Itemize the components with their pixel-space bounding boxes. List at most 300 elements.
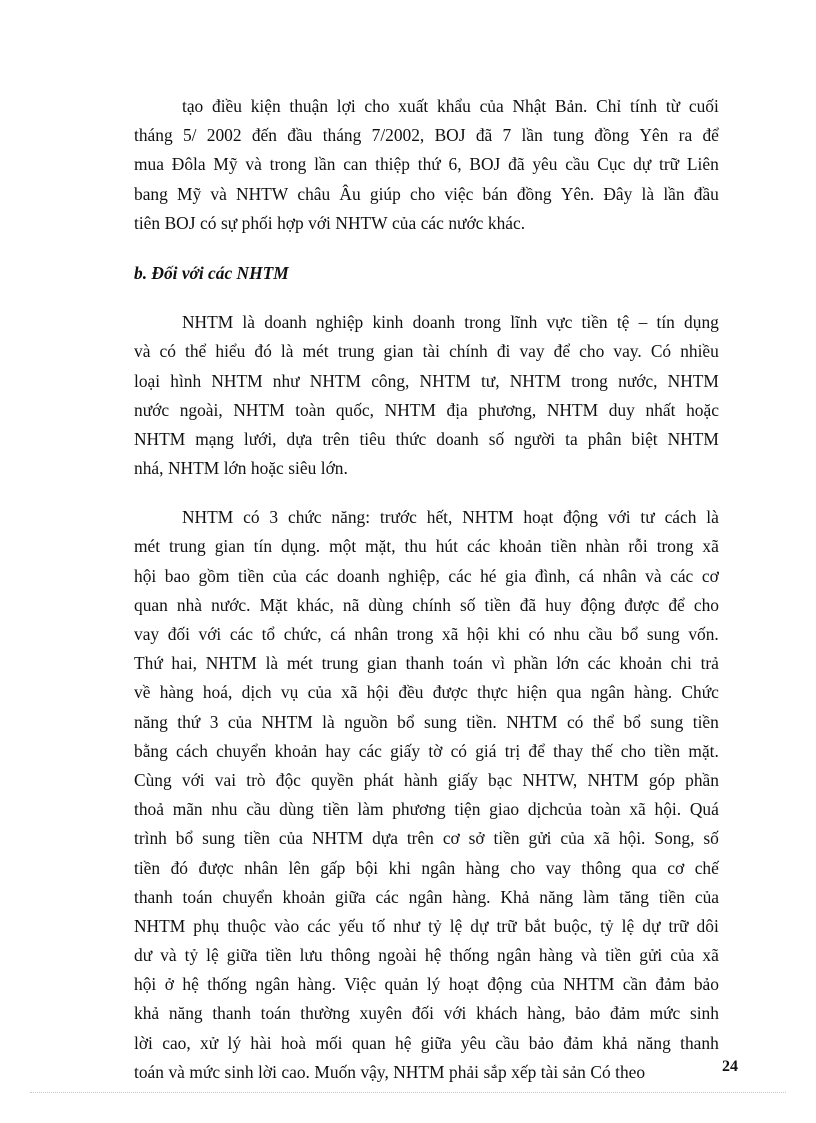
word: tiền — [605, 945, 632, 966]
word: mối — [315, 1032, 343, 1053]
word: tiền — [692, 711, 719, 732]
word: thông — [581, 857, 622, 878]
word: hàng — [159, 682, 194, 703]
document-page — [134, 92, 719, 1087]
word: Bản. — [555, 96, 588, 116]
word: khi — [388, 857, 411, 878]
word: cao. — [281, 1061, 310, 1082]
word: dựa — [372, 828, 398, 849]
word: yếu — [338, 915, 364, 936]
word: năng: — [331, 507, 371, 528]
text-line — [134, 209, 719, 238]
word: nhân — [244, 857, 278, 878]
word: NHTW — [335, 212, 388, 233]
word: hệ — [424, 945, 442, 966]
word: trị — [504, 740, 521, 761]
word: hệ — [182, 974, 199, 995]
word: đồng — [594, 125, 630, 146]
word: ngân — [408, 886, 443, 907]
word: các — [307, 915, 331, 936]
word: dùng — [368, 594, 404, 615]
word: NHTM — [384, 399, 436, 420]
word: siêu — [288, 458, 317, 479]
word: cầu — [246, 799, 271, 820]
word: xuyên — [359, 1003, 403, 1024]
word: lệ — [206, 945, 219, 966]
word: tiền — [654, 740, 681, 761]
word: đi — [496, 341, 511, 362]
word: 2002 — [206, 125, 242, 146]
text-line — [134, 562, 719, 591]
word: mét — [134, 536, 161, 557]
text-line — [134, 649, 719, 678]
word: thu — [404, 536, 427, 557]
word: năng — [636, 1032, 671, 1053]
text-line — [134, 503, 719, 532]
word: chế — [694, 857, 719, 878]
word: sung — [650, 711, 684, 732]
word: của — [479, 96, 504, 116]
word: khoản — [282, 886, 326, 907]
paragraph-boj-intervention — [134, 92, 719, 238]
word: khác. — [487, 212, 526, 233]
word: chính — [412, 594, 451, 615]
word: và — [168, 1061, 185, 1082]
word: cho — [364, 96, 390, 116]
word: của — [227, 711, 253, 732]
word: nhu — [211, 799, 238, 820]
word: doanh — [412, 312, 456, 333]
word: quyền — [311, 769, 354, 790]
word: với — [308, 212, 331, 233]
word: sở — [468, 828, 485, 849]
word: khi — [497, 624, 520, 644]
text-line — [134, 766, 719, 795]
word: nước. — [211, 594, 251, 615]
word: vực — [546, 312, 573, 333]
word: Nhật — [512, 96, 547, 116]
word: vai — [214, 769, 237, 790]
word: NHTM — [509, 370, 561, 391]
word: Mỹ — [177, 183, 202, 204]
word: trung — [169, 536, 206, 557]
text-line — [134, 678, 719, 707]
word: năng — [539, 886, 574, 907]
word: làm — [357, 799, 384, 820]
word: các — [358, 740, 382, 761]
word: lệ — [621, 915, 635, 936]
word: hoá, — [202, 682, 233, 703]
word: của — [694, 886, 719, 907]
word: quốc, — [335, 399, 374, 420]
word: là — [322, 711, 335, 732]
word: để — [528, 740, 545, 761]
word: tín — [253, 536, 273, 557]
word: Khả — [500, 886, 530, 907]
word: Chỉ — [596, 96, 622, 116]
word: cần — [622, 974, 647, 995]
word: nguồn — [344, 711, 388, 732]
word: của — [278, 828, 304, 849]
word: xếp — [511, 1061, 537, 1082]
word: của — [560, 828, 585, 849]
word: phát — [363, 769, 394, 790]
word: tiền — [237, 565, 265, 586]
word: quan — [351, 1032, 386, 1053]
word: ta — [565, 428, 578, 449]
word: 3 — [269, 507, 279, 528]
word: ngoài, — [179, 399, 223, 420]
word: thuộc — [227, 915, 267, 936]
word: sản — [562, 1061, 586, 1082]
word: bổ — [175, 828, 194, 849]
word: dự — [470, 915, 489, 936]
word: NHTM — [182, 507, 234, 528]
word: lần — [521, 125, 543, 146]
word: toán — [182, 886, 213, 907]
word: – — [638, 312, 648, 333]
word: thường — [300, 1003, 350, 1024]
word: và — [645, 565, 662, 586]
word: được — [198, 857, 234, 878]
word: bảo — [528, 1032, 554, 1053]
word: gia — [505, 565, 527, 586]
word: Có — [590, 1061, 611, 1082]
word: hội. — [654, 799, 682, 820]
word: NHTW — [236, 183, 289, 204]
word: trò — [246, 769, 266, 790]
word: kiện — [250, 96, 281, 116]
word: cho — [510, 857, 536, 878]
word: và — [134, 341, 151, 362]
word: có — [450, 740, 467, 761]
word: của — [307, 682, 332, 703]
word: với — [607, 507, 631, 528]
word: hoặc — [686, 399, 719, 420]
word: đó — [170, 857, 188, 878]
word: tháng — [322, 125, 362, 146]
word: bổ — [623, 711, 641, 732]
word: bang — [134, 183, 168, 204]
word: các — [466, 536, 491, 557]
word: mức — [189, 1061, 221, 1082]
word: NHTM — [182, 312, 234, 333]
word: yêu — [460, 1032, 486, 1053]
word: đối — [411, 1003, 434, 1024]
word: tổ — [261, 624, 276, 644]
word: NHTM — [211, 370, 263, 391]
word: duy — [608, 399, 635, 420]
word: NHTM — [134, 428, 186, 449]
text-line — [134, 795, 719, 824]
word: nhàn — [585, 536, 620, 557]
text-line — [134, 425, 719, 454]
word: hiện — [517, 682, 548, 703]
word: bổ — [397, 711, 415, 732]
word: NHTM — [667, 428, 719, 449]
word: Muốn — [314, 1061, 356, 1082]
word: hoạt — [523, 507, 554, 528]
word: Cùng — [134, 769, 172, 790]
word: các — [375, 886, 399, 907]
word: tài — [540, 1061, 559, 1082]
word: các — [305, 565, 329, 586]
word: gian — [383, 341, 414, 362]
word: biệt — [631, 428, 658, 449]
word: lớn — [556, 653, 579, 674]
word: mạng — [195, 428, 234, 449]
word: hoà — [280, 1032, 307, 1053]
word: cách — [176, 740, 208, 761]
word: hội — [134, 974, 157, 995]
word: sinh — [224, 1061, 254, 1082]
word: hội — [366, 682, 390, 703]
word: NHTM — [587, 769, 639, 790]
word: NHTW, — [522, 769, 578, 790]
word: khả — [134, 1003, 160, 1024]
word: mức — [649, 1003, 681, 1024]
word: tiền — [550, 536, 577, 557]
word: sung — [202, 828, 235, 849]
word: doanh — [264, 312, 307, 333]
word: lĩnh — [510, 312, 538, 333]
text-line — [134, 1058, 719, 1087]
word: Yên — [639, 125, 669, 146]
word: hiểu — [215, 341, 246, 362]
word: hàng. — [297, 974, 336, 995]
word: trong — [396, 624, 434, 644]
word: giao — [489, 799, 520, 820]
word: tiền. — [466, 711, 497, 732]
word: dụng. — [280, 536, 321, 557]
word: cá — [578, 565, 595, 586]
word: xã — [702, 536, 719, 557]
word: dịch — [241, 682, 272, 703]
word: lời — [134, 1032, 153, 1053]
word: chức — [287, 507, 322, 528]
word: tín — [656, 312, 675, 333]
word: 7/2002, — [371, 125, 425, 146]
word: gấp — [320, 857, 346, 878]
word: lên — [288, 857, 310, 878]
word: bán — [482, 183, 508, 204]
word: người — [514, 428, 556, 449]
word: hé — [480, 565, 497, 586]
word: trước — [379, 507, 417, 528]
word: trên — [322, 428, 350, 449]
word: đầu — [287, 125, 313, 146]
word: tiền — [265, 945, 292, 966]
word: cá — [330, 624, 346, 644]
word: là — [706, 507, 719, 528]
word: toán — [452, 653, 483, 674]
word: các — [587, 653, 611, 674]
word: thiệp — [375, 154, 410, 175]
word: cơ — [701, 565, 719, 586]
text-line — [134, 824, 719, 853]
word: Yên. — [560, 183, 595, 204]
word: trả — [700, 653, 719, 674]
word: dự — [642, 915, 661, 936]
word: dùng — [279, 799, 314, 820]
word: công, — [371, 370, 410, 391]
word: lưới, — [243, 428, 277, 449]
word: xã — [593, 828, 610, 849]
word: tư, — [480, 370, 500, 391]
word: như — [272, 370, 300, 391]
word: hình — [170, 370, 202, 391]
word: BOJ — [164, 212, 196, 233]
word: trung — [321, 653, 359, 674]
word: trình — [134, 828, 167, 849]
word: cho — [693, 594, 719, 615]
word: tháng — [134, 125, 173, 146]
word: NHTM — [462, 507, 514, 528]
word: với — [181, 769, 205, 790]
word: năng — [134, 711, 168, 732]
word: trong — [571, 370, 608, 391]
text-line — [134, 883, 719, 912]
word: của — [272, 565, 297, 586]
word: NHTM — [309, 370, 362, 391]
word: động — [580, 594, 616, 615]
word: tài — [422, 341, 440, 362]
word: bảo — [575, 1003, 601, 1024]
word: các — [420, 212, 444, 233]
word: và — [210, 183, 227, 204]
word: sinh — [689, 1003, 719, 1024]
word: tiền — [322, 799, 349, 820]
word: đình, — [534, 565, 571, 586]
word: dịchcủa — [527, 799, 582, 820]
word: hội. — [618, 828, 646, 849]
word: vì — [491, 653, 506, 674]
word: toàn — [590, 799, 621, 820]
word: vào — [274, 915, 300, 936]
word: NHTM — [667, 370, 719, 391]
word: bội — [355, 857, 379, 878]
word: trong — [464, 312, 502, 333]
word: ngân — [497, 945, 531, 966]
word: của — [530, 974, 555, 995]
word: xã — [702, 945, 719, 966]
word: bắt — [524, 915, 546, 936]
word: thứ — [177, 711, 201, 732]
word: là — [280, 341, 294, 362]
word: hàng, — [527, 1003, 566, 1024]
word: cho — [620, 740, 646, 761]
word: bổ — [620, 624, 639, 644]
text-line — [134, 150, 719, 179]
word: tiện — [454, 799, 481, 820]
word: qua — [556, 682, 582, 703]
word: Đôla — [171, 154, 206, 175]
word: chính — [449, 341, 488, 362]
word: thể — [592, 711, 615, 732]
text-line — [134, 454, 719, 483]
word: đã — [475, 125, 493, 146]
word: đối — [167, 624, 190, 644]
word: trữ — [659, 154, 680, 175]
word: các — [448, 565, 472, 586]
word: hai, — [171, 653, 198, 674]
word: hoạt — [448, 974, 479, 995]
word: thể — [185, 341, 207, 362]
word: cao, — [162, 1032, 191, 1053]
word: tiên — [134, 212, 161, 233]
word: đều — [398, 682, 424, 703]
word: quan — [134, 594, 168, 615]
word: trong — [656, 536, 694, 557]
word: vậy, — [360, 1061, 389, 1082]
word: BOJ — [434, 125, 466, 146]
word: NHTM — [419, 370, 471, 391]
word: Mặt — [259, 594, 288, 615]
word: thuận — [289, 96, 329, 116]
word: hết, — [426, 507, 453, 528]
word: thế — [591, 740, 613, 761]
word: góp — [648, 769, 675, 790]
word: lý — [426, 974, 441, 995]
word: nước — [448, 212, 484, 233]
word: ra — [678, 125, 693, 146]
word: NHTM — [167, 458, 220, 479]
word: tư — [640, 507, 655, 528]
word: tạo — [182, 96, 204, 116]
word: hàng — [538, 945, 573, 966]
word: 3 — [209, 711, 219, 732]
text-line — [134, 941, 719, 970]
word: ở — [164, 974, 174, 995]
word: mãn — [172, 799, 203, 820]
word: vốn. — [688, 624, 719, 644]
word: phụ — [193, 915, 220, 936]
word: với — [198, 624, 222, 644]
word: giữa — [226, 945, 258, 966]
word: buộc, — [553, 915, 593, 936]
word: thanh — [134, 886, 173, 907]
word: Mỹ — [213, 154, 238, 175]
word: đảm — [609, 1003, 640, 1024]
word: mặt, — [365, 536, 396, 557]
word: lý — [227, 1032, 242, 1053]
text-line — [134, 308, 719, 337]
word: thông — [330, 945, 371, 966]
word: nhân — [354, 624, 389, 644]
word: tính — [630, 96, 658, 116]
word: chi — [670, 653, 692, 674]
word: trữ — [496, 915, 517, 936]
word: để — [702, 125, 719, 146]
word: Song, — [654, 828, 695, 849]
word: hay — [325, 740, 351, 761]
word: nghiệp, — [388, 565, 440, 586]
word: qua — [631, 857, 657, 878]
text-line — [134, 854, 719, 883]
word: sung — [424, 711, 457, 732]
word: giúp — [369, 183, 401, 204]
word: khoản — [619, 653, 662, 674]
word: là — [641, 183, 655, 204]
word: rỗi — [628, 536, 648, 557]
word: thống — [449, 945, 489, 966]
word: khác, — [296, 594, 334, 615]
word: ngân — [255, 974, 290, 995]
word: thực — [477, 682, 508, 703]
text-line — [134, 337, 719, 366]
word: phần — [685, 769, 719, 790]
word: giữa — [334, 886, 366, 907]
